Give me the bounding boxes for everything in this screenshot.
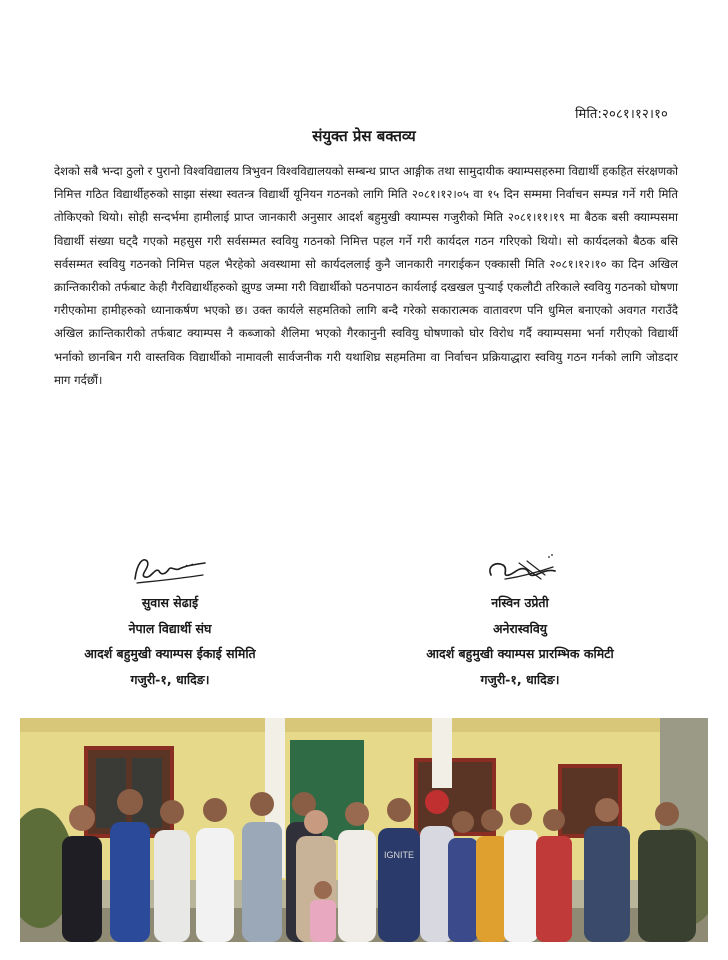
document-title: संयुक्त प्रेस बक्तव्य: [312, 127, 416, 145]
signatory-right: [370, 548, 670, 692]
signatory-right-address: गजुरी-१, धादिङ।: [480, 671, 560, 687]
signatory-left-name: सुवास सेढाई: [141, 595, 199, 610]
signatory-right-name: नस्विन उप्रेती: [491, 595, 549, 610]
document-body: देशको सबै भन्दा ठुलो र पुरानो विश्वविद्यालय त्रिभुवन विश्वविद्यालयको सम्बन्ध प्राप्त आङ्गीक तथा सामुदायीक क्याम्पसहरुमा विद्यार्थी हकहित संरक्षणको निमित्त गठित विद्यार्थीहरुको साझा संस्था स्वतन्त्र विद्यार्थी यूनियन गठनको लागि मिति २०८१।१२।०५ वा १५ दिन सम्ममा निर्वाचन सम्पन्न गर्ने गरी मिति तोकिएको थियो। सोही सन्दर्भमा हामीलाई प्राप्त जानकारी अनुसार आदर्श बहुमुखी क्याम्पस गजुरीको मिति २०८१।११।१९ मा बैठक बसी क्याम्पसमा विद्यार्थी संख्या घट्दै गएको महसुस गरी सर्वसम्मत स्ववियु गठनको निमित्त पहल गर्ने गरी कार्यदल गठन गरिएको थियो। सो कार्यदलको बैठक बसि सर्वसम्मत स्ववियु गठनको निमित्त पहल भैरहेको अवस्थामा सो कार्यदललाई कुनै जानकारी नगराईकन एक्कासी मिति २०८१।१२।१० का दिन अखिल क्रान्तिकारीको तर्फबाट केही गैरविद्यार्थीहरुको झुण्ड जम्मा गरी विद्यार्थीको पठनपाठन कार्यलाई दखखल पुऱ्याई एकलौटी तरिकाले स्ववियु गठनको घोषणा गरीएकोमा हामीहरुको ध्यानाकर्षण भएको छ। उक्त कार्यले सहमतिको लागि बन्दै गरेको सकारात्मक वातावरण पनि धुमिल बनाएको अवगत गराउँदै अखिल क्रान्तिकारीको तर्फबाट क्याम्पस नै कब्जाको शैलिमा भएको गैरकानुनी स्ववियु घोषणाको घोर विरोध गर्दै क्याम्पसमा भर्ना गरीएको विद्यार्थी भर्नाको छानबिन गरी वास्तविक विद्यार्थीको नामावली सार्वजनीक गरी यथाशिघ्र सहमतिमा वा निर्वाचन प्रक्रियाद्धारा स्ववियु गठन गर्नको लागि जोडदार माग गर्दछौं।: [54, 164, 678, 387]
shirt-print: IGNITE: [383, 850, 415, 860]
signatory-left-address: गजुरी-१, धादिङ।: [130, 671, 210, 687]
group-photo: [20, 718, 708, 942]
signatory-left-organization: नेपाल विद्यार्थी संघ: [128, 620, 212, 636]
signature-left: [20, 548, 320, 590]
signatory-left-committee: आदर्श बहुमुखी क्याम्पस ईकाई समिति: [84, 646, 256, 661]
signatory-right-committee: आदर्श बहुमुखी क्याम्पस प्रारम्भिक कमिटी: [426, 646, 614, 661]
signatory-right-organization: अनेरास्ववियु: [492, 620, 548, 636]
signatory-left: [20, 548, 320, 692]
document-date: मिति:२०८१।१२।१०: [575, 107, 668, 122]
signature-right: [370, 548, 670, 590]
